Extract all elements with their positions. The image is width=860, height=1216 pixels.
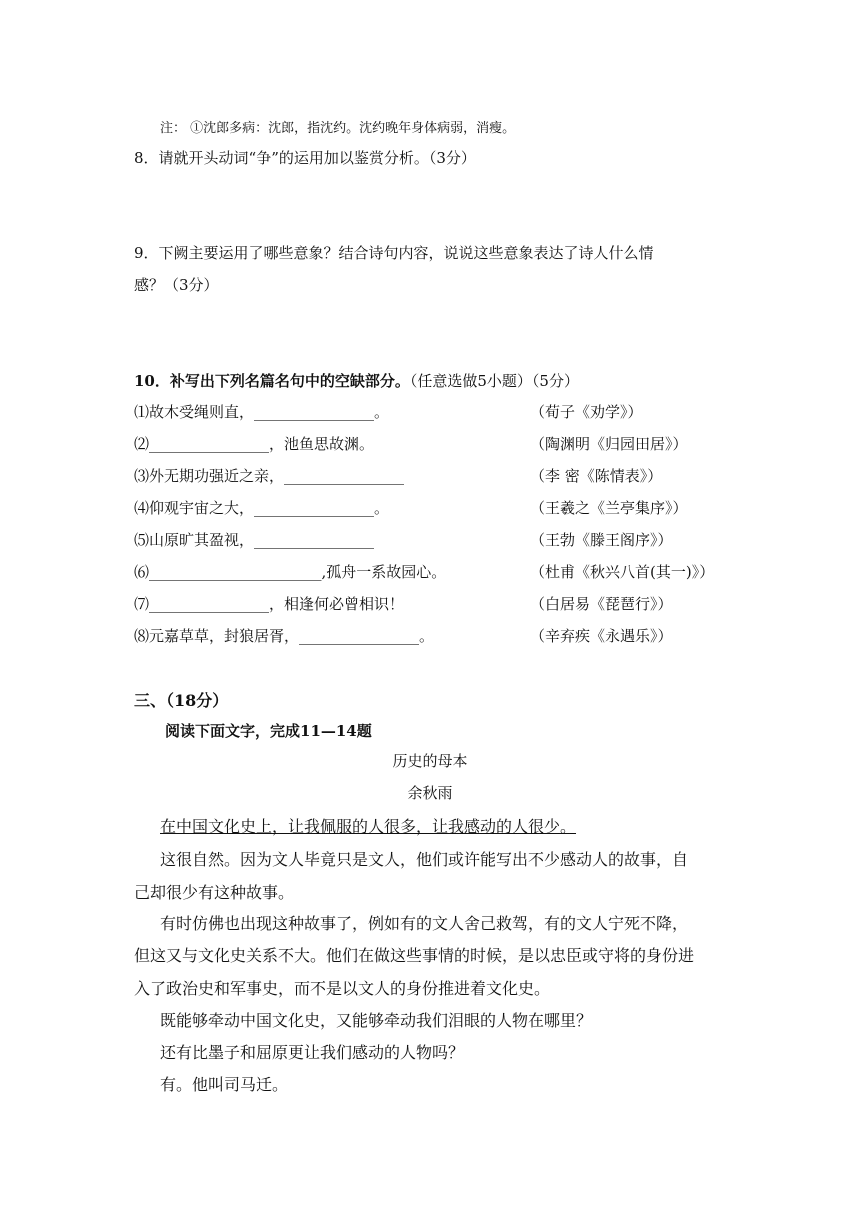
annotation-note: 注： ①沈郎多病：沈郎，指沈约。沈约晚年身体病弱，消瘦。 <box>160 121 516 136</box>
fill-item-1: ⑴故木受绳则直，________________。 <box>134 403 390 421</box>
article-paragraph-3-line-2: 但这又与文化史关系不大。他们在做这些事情的时候，是以忠臣或守将的身份进 <box>134 946 695 965</box>
question-10-instruction: （任意选做5小题）（5分） <box>409 372 579 390</box>
question-9-line-1: 9．下阙主要运用了哪些意象？结合诗句内容，说说这些意象表达了诗人什么情 <box>134 244 654 262</box>
fill-item-1-source: （荀子《劝学》） <box>530 403 643 421</box>
article-paragraph-3-line-1: 有时仿佛也出现这种故事了，例如有的文人舍己救驾，有的文人宁死不降， <box>160 914 689 933</box>
article-author: 余秋雨 <box>407 784 453 802</box>
article-paragraph-5: 还有比墨子和屈原更让我们感动的人物吗？ <box>160 1043 465 1062</box>
section-3-heading: 三、（18分） <box>134 691 229 710</box>
question-10-title: 10．补写出下列名篇名句中的空缺部分。 <box>134 372 410 390</box>
article-paragraph-4: 既能够牵动中国文化史，又能够牵动我们泪眼的人物在哪里？ <box>160 1011 593 1030</box>
fill-item-2: ⑵________________，池鱼思故渊。 <box>134 435 375 453</box>
reading-instruction: 阅读下面文字，完成11—14题 <box>165 722 372 740</box>
fill-item-7: ⑺________________，相逢何必曾相识！ <box>134 595 405 613</box>
fill-item-2-source: （陶渊明《归园田居》） <box>530 435 688 453</box>
article-paragraph-6: 有。他叫司马迁。 <box>160 1075 289 1094</box>
fill-item-7-source: （白居易《琵琶行》） <box>530 595 673 613</box>
fill-item-5-source: （王勃《滕王阁序》） <box>530 531 673 549</box>
article-paragraph-2-line-2: 己却很少有这种故事。 <box>134 883 295 902</box>
fill-item-8: ⑻元嘉草草，封狼居胥，________________。 <box>134 627 435 645</box>
article-paragraph-2-line-1: 这很自然。因为文人毕竟只是文人，他们或许能写出不少感动人的故事，自 <box>160 850 689 869</box>
fill-item-6-source: （杜甫《秋兴八首(其一)》） <box>530 563 715 581</box>
fill-item-4: ⑷仰观宇宙之大，________________。 <box>134 499 390 517</box>
question-9-line-2: 感？（3分） <box>134 276 219 294</box>
fill-item-3: ⑶外无期功强近之亲，________________ <box>134 467 405 485</box>
article-paragraph-1: 在中国文化史上，让我佩服的人很多，让我感动的人很少。 <box>160 817 577 836</box>
fill-item-5: ⑸山原旷其盈视，________________ <box>134 531 375 549</box>
fill-item-8-source: （辛弃疾《永遇乐》） <box>530 627 673 645</box>
fill-item-3-source: （李 密《陈情表》） <box>530 467 663 485</box>
fill-item-4-source: （王羲之《兰亭集序》） <box>530 499 688 517</box>
question-8: 8．请就开头动词“争”的运用加以鉴赏分析。（3分） <box>134 149 476 167</box>
fill-item-6: ⑹_______________________,孤舟一系故园心。 <box>134 563 447 581</box>
article-paragraph-3-line-3: 入了政治史和军事史，而不是以文人的身份推进着文化史。 <box>134 979 551 998</box>
article-title: 历史的母本 <box>392 752 468 770</box>
question-10-heading <box>134 370 579 391</box>
